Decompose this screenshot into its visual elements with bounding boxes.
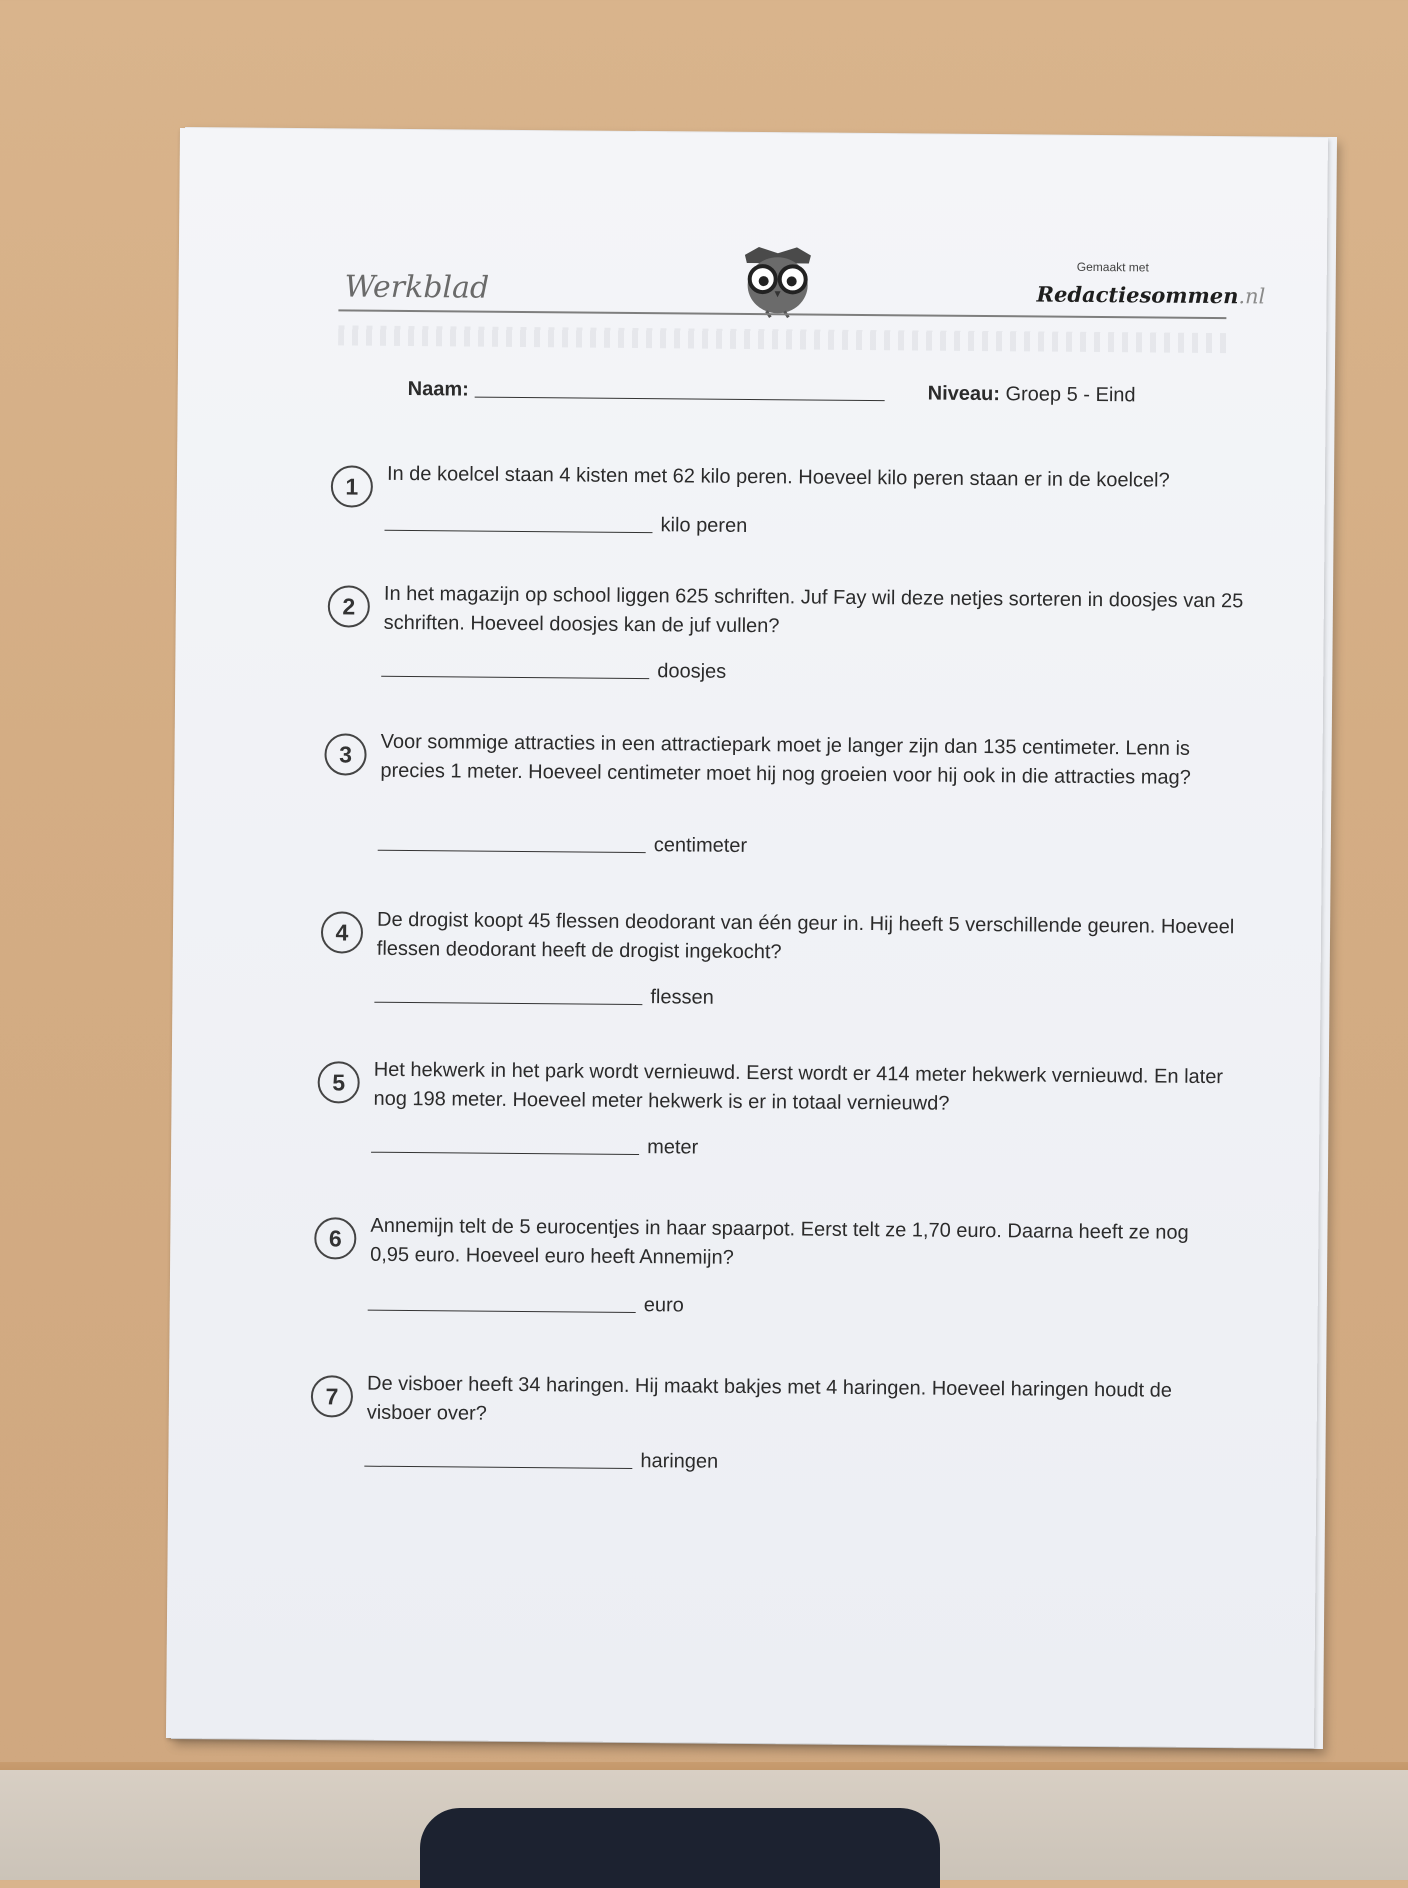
question-text: In het magazijn op school liggen 625 schriften. Juf Fay wil deze netjes sorteren in doosjes van 25 schriften. Hoeveel doosjes kan de juf vullen? xyxy=(383,582,1244,638)
question-item xyxy=(171,1210,1319,1317)
answer-unit: flessen xyxy=(650,986,714,1009)
answer-field xyxy=(371,1134,698,1160)
question-item xyxy=(177,458,1325,537)
level-value: Groep 5 - Eind xyxy=(1005,383,1136,407)
name-label: Naam: xyxy=(407,377,469,401)
answer-line xyxy=(378,850,646,853)
answer-line xyxy=(381,676,649,679)
answer-unit: meter xyxy=(647,1136,699,1159)
question-text: De visboer heeft 34 haringen. Hij maakt bakjes met 4 haringen. Hoeveel haringen houdt de visboer over? xyxy=(366,1372,1173,1425)
question-number: 2 xyxy=(328,585,370,627)
person-shadow xyxy=(420,1808,940,1888)
answer-unit: haringen xyxy=(640,1450,719,1473)
brand-name: Redactiesommen xyxy=(1036,281,1239,309)
answer-line xyxy=(371,1152,639,1155)
level-field xyxy=(928,383,1136,408)
question-number: 7 xyxy=(311,1375,353,1417)
answer-unit: euro xyxy=(643,1294,684,1317)
question-number: 6 xyxy=(314,1217,356,1259)
question-text: Het hekwerk in het park wordt vernieuwd. Eerst wordt er 414 meter hekwerk vernieuwd. En later nog 198 meter. Hoeveel meter hekwerk is er in totaal vernieuwd? xyxy=(373,1058,1224,1115)
answer-line xyxy=(384,530,652,533)
question-item xyxy=(169,1368,1317,1473)
name-input-line xyxy=(475,397,885,402)
answer-unit: centimeter xyxy=(653,834,748,857)
answer-field xyxy=(378,832,748,858)
answer-line xyxy=(368,1310,636,1313)
question-number: 4 xyxy=(321,911,363,953)
answer-field xyxy=(384,512,747,538)
header-pattern xyxy=(338,325,1226,353)
question-text: Voor sommige attracties in een attractiepark moet je langer zijn dan 135 centimeter. Lenn is precies 1 meter. Hoeveel centimeter moet hij nog groeien voor hij ook in die attracties mag? xyxy=(380,730,1191,789)
brand-tld: .nl xyxy=(1238,284,1266,309)
answer-field xyxy=(368,1292,684,1318)
question-text: De drogist koopt 45 flessen deodorant van één geur in. Hij heeft 5 verschillende geuren. Hoeveel flessen deodorant heeft de drogist ingekocht? xyxy=(376,908,1235,964)
answer-line xyxy=(374,1002,642,1005)
question-text: In de koelcel staan 4 kisten met 62 kilo peren. Hoeveel kilo peren staan er in de koelcel? xyxy=(386,462,1170,492)
answer-field xyxy=(364,1448,718,1474)
question-item xyxy=(173,904,1321,1009)
question-item xyxy=(175,726,1323,857)
question-number: 5 xyxy=(317,1061,359,1103)
answer-unit: kilo peren xyxy=(660,514,748,537)
worksheet-title: Werkblad xyxy=(344,269,490,306)
question-number: 3 xyxy=(324,733,366,775)
answer-field xyxy=(374,984,714,1010)
question-item xyxy=(172,1054,1320,1159)
brand-logo xyxy=(1036,281,1265,308)
owl-logo-icon xyxy=(736,241,819,322)
answer-field xyxy=(381,658,726,684)
name-field xyxy=(408,378,885,405)
question-text: Annemijn telt de 5 eurocentjes in haar spaarpot. Eerst telt ze 1,70 euro. Daarna heeft ze nog 0,95 euro. Hoeveel euro heeft Annemijn? xyxy=(370,1214,1189,1269)
question-item xyxy=(176,578,1324,683)
worksheet-page xyxy=(166,128,1328,1748)
level-label: Niveau: xyxy=(927,382,1001,406)
made-with-label: Gemaakt met xyxy=(1076,259,1149,275)
answer-unit: doosjes xyxy=(657,660,727,683)
answer-line xyxy=(364,1466,632,1469)
question-number: 1 xyxy=(331,465,373,507)
